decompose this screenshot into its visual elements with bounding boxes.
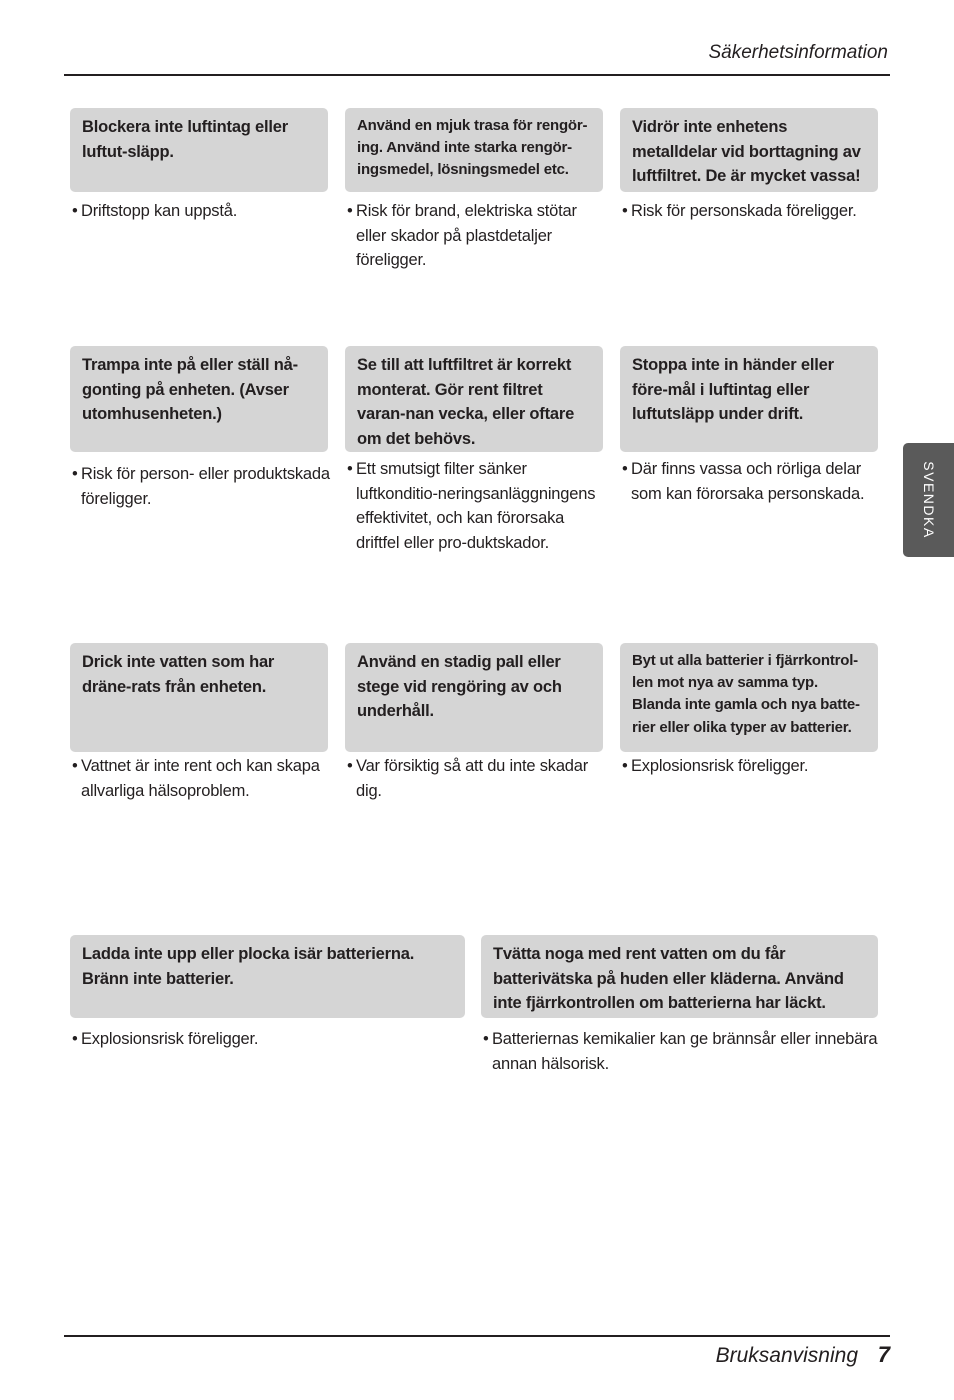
warning-heading-6: Stoppa inte in händer eller före-mål i luftintag eller luftutsläpp under drift. (632, 356, 834, 423)
bullet-dot: • (72, 757, 78, 775)
warning-note-text-7: Vattnet är inte rent och kan skapa allvarliga hälsoproblem. (81, 757, 320, 800)
warning-note-text-5: Ett smutsigt filter sänker luftkonditio-neringsanläggningens effektivitet, och kan förorsaka driftfel eller pro-duktskador. (356, 460, 596, 552)
warning-heading-1: Blockera inte luftintag eller luftut-släpp. (82, 118, 289, 161)
warning-box-8 (345, 643, 603, 752)
warning-note-11 (481, 1027, 878, 1076)
bullet-dot: • (347, 460, 353, 478)
footer-rule (64, 1335, 890, 1337)
warning-note-text-3: Risk för personskada föreligger. (631, 202, 857, 220)
page-header-title: Säkerhetsinformation (708, 42, 888, 63)
bullet-dot: • (483, 1030, 489, 1048)
warning-box-4 (70, 346, 328, 452)
bullet-dot: • (72, 202, 78, 220)
bullet-dot: • (622, 202, 628, 220)
warning-heading-8: Använd en stadig pall eller stege vid rengöring av och underhåll. (357, 653, 562, 720)
bullet-dot: • (347, 757, 353, 775)
warning-note-7 (70, 754, 332, 803)
warning-heading-2: Använd en mjuk trasa för rengör-ing. Använd inte starka rengör-ingsmedel, lösningsmedel etc. (357, 117, 588, 179)
bullet-dot: • (347, 202, 353, 220)
warning-note-text-4: Risk för person- eller produktskada föreligger. (81, 465, 330, 508)
warning-heading-4: Trampa inte på eller ställ nå-gonting på enheten. (Avser utomhusenheten.) (82, 356, 298, 423)
warning-note-text-9: Explosionsrisk föreligger. (631, 757, 809, 775)
warning-heading-3: Vidrör inte enhetens metalldelar vid borttagning av luftfiltret. De är mycket vassa! (632, 118, 861, 185)
warning-box-11 (481, 935, 878, 1018)
warning-note-text-2: Risk för brand, elektriska stötar eller skador på plastdetaljer föreligger. (356, 202, 577, 269)
footer-title: Bruksanvisning (715, 1344, 858, 1367)
warning-box-7 (70, 643, 328, 752)
warning-note-9 (620, 754, 882, 779)
warning-note-6 (620, 457, 882, 506)
warning-box-6 (620, 346, 878, 452)
warning-note-8 (345, 754, 607, 803)
language-side-tab (903, 443, 954, 557)
warning-box-2 (345, 108, 603, 192)
language-side-tab-label: SVENDKA (921, 461, 937, 539)
warning-note-text-10: Explosionsrisk föreligger. (81, 1030, 259, 1048)
warning-note-10 (70, 1027, 465, 1052)
warning-heading-9: Byt ut alla batterier i fjärrkontrol-len mot nya av samma typ. Blanda inte gamla och nya batte-rier eller olika typer av batterier. (632, 652, 860, 736)
page-number: 7 (877, 1342, 890, 1367)
warning-box-3 (620, 108, 878, 192)
warning-note-1 (70, 199, 332, 224)
warning-heading-5: Se till att luftfiltret är korrekt monterat. Gör rent filtret varan-nan vecka, eller oftare om det behövs. (357, 356, 575, 448)
warning-note-3 (620, 199, 882, 224)
warning-note-text-8: Var försiktig så att du inte skadar dig. (356, 757, 589, 800)
warning-note-5 (345, 457, 607, 555)
warning-box-9 (620, 643, 878, 752)
warning-note-text-6: Där finns vassa och rörliga delar som kan förorsaka personskada. (631, 460, 865, 503)
bullet-dot: • (72, 465, 78, 483)
bullet-dot: • (622, 460, 628, 478)
warning-heading-10: Ladda inte upp eller plocka isär batterierna. Bränn inte batterier. (82, 945, 415, 988)
warning-note-4 (70, 462, 332, 511)
warning-note-2 (345, 199, 607, 273)
header-rule (64, 74, 890, 76)
bullet-dot: • (72, 1030, 78, 1048)
warning-box-5 (345, 346, 603, 452)
warning-note-text-11: Batteriernas kemikalier kan ge brännsår eller innebära annan hälsorisk. (492, 1030, 878, 1073)
warning-heading-11: Tvätta noga med rent vatten om du får batterivätska på huden eller kläderna. Använd inte fjärrkontrollen om batterierna har läckt. (493, 945, 844, 1012)
bullet-dot: • (622, 757, 628, 775)
warning-box-10 (70, 935, 465, 1018)
warning-note-text-1: Driftstopp kan uppstå. (81, 202, 238, 220)
warning-box-1 (70, 108, 328, 192)
warning-heading-7: Drick inte vatten som har dräne-rats från enheten. (82, 653, 275, 696)
